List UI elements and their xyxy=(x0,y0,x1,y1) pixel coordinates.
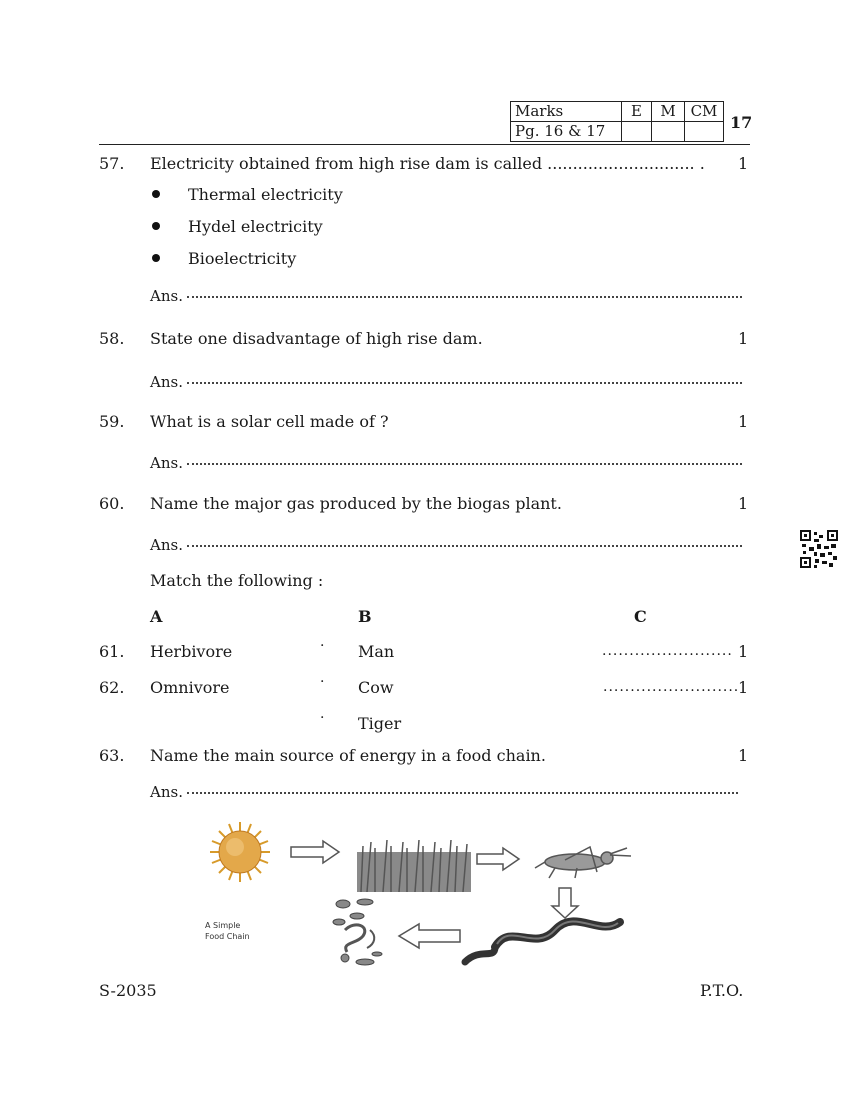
q61-col-a: Herbivore xyxy=(150,642,233,661)
pto-label: P.T.O. xyxy=(700,981,744,1000)
q61-col-b: Man xyxy=(358,642,395,661)
cell-cm xyxy=(685,122,724,142)
q62-marks: 1 xyxy=(738,678,749,697)
arrow-down-icon xyxy=(552,888,578,918)
q61-marks: 1 xyxy=(738,642,749,661)
ans-label: Ans. xyxy=(150,783,183,801)
q60-text: Name the major gas produced by the biogas plant. xyxy=(150,494,562,513)
page-ref: Pg. 16 & 17 xyxy=(511,122,622,142)
q59-text: What is a solar cell made of ? xyxy=(150,412,389,431)
q59-number: 59. xyxy=(99,412,125,431)
q62-number: 62. xyxy=(99,678,125,697)
arrow-right-icon xyxy=(291,841,339,863)
col-m: M xyxy=(652,102,685,122)
qr-code-icon xyxy=(800,530,838,568)
q61-number: 61. xyxy=(99,642,125,661)
page-number: 17 xyxy=(730,113,753,132)
paper-code: S-2035 xyxy=(99,981,157,1000)
marks-table xyxy=(510,101,724,142)
q57-marks: 1 xyxy=(738,154,749,173)
cell-m xyxy=(652,122,685,142)
food-chain-figure xyxy=(205,812,635,972)
match-col-b-extra: Tiger xyxy=(358,714,402,733)
arrow-left-icon xyxy=(399,924,460,948)
cell-e xyxy=(622,122,652,142)
q62-col-b: Cow xyxy=(358,678,394,697)
q58-marks: 1 xyxy=(738,329,749,348)
snake-icon xyxy=(465,921,620,962)
header-rule xyxy=(99,144,750,145)
connector-dot: · xyxy=(320,638,325,654)
q57-option-1: Thermal electricity xyxy=(188,185,343,204)
q63-marks: 1 xyxy=(738,746,749,765)
q63-answer-line[interactable] xyxy=(150,783,738,801)
q57-option-3: Bioelectricity xyxy=(188,249,297,268)
match-col-b: B xyxy=(358,607,372,626)
q60-marks: 1 xyxy=(738,494,749,513)
grass-icon xyxy=(357,840,471,892)
col-e: E xyxy=(622,102,652,122)
figure-caption-2: Food Chain xyxy=(205,932,250,941)
ans-label: Ans. xyxy=(150,536,183,554)
q58-text: State one disadvantage of high rise dam. xyxy=(150,329,483,348)
col-cm: CM xyxy=(685,102,724,122)
q62-col-a: Omnivore xyxy=(150,678,230,697)
q61-col-c[interactable]: ........................ xyxy=(602,643,733,659)
q63-number: 63. xyxy=(99,746,125,765)
ans-label: Ans. xyxy=(150,454,183,472)
q60-answer-line[interactable] xyxy=(150,536,742,554)
connector-dot: · xyxy=(320,674,325,690)
figure-caption-1: A Simple xyxy=(205,921,241,930)
q57-number: 57. xyxy=(99,154,125,173)
q57-option-2: Hydel electricity xyxy=(188,217,323,236)
q58-answer-line[interactable] xyxy=(150,373,742,391)
q63-text: Name the main source of energy in a food chain. xyxy=(150,746,546,765)
sun-icon xyxy=(210,822,270,882)
match-col-a: A xyxy=(150,607,163,626)
connector-dot: · xyxy=(320,710,325,726)
grasshopper-icon xyxy=(535,847,631,878)
decomposers-icon xyxy=(333,899,382,965)
bullet-icon xyxy=(152,190,160,198)
bullet-icon xyxy=(152,254,160,262)
bullet-icon xyxy=(152,222,160,230)
marks-label: Marks xyxy=(511,102,622,122)
q62-col-c[interactable]: ......................... xyxy=(603,679,740,695)
q59-marks: 1 xyxy=(738,412,749,431)
q60-number: 60. xyxy=(99,494,125,513)
q57-answer-line[interactable] xyxy=(150,287,742,305)
arrow-right-icon xyxy=(477,848,519,870)
ans-label: Ans. xyxy=(150,287,183,305)
match-col-c: C xyxy=(634,607,647,626)
q58-number: 58. xyxy=(99,329,125,348)
match-title: Match the following : xyxy=(150,571,324,590)
q57-text: Electricity obtained from high rise dam is called ............................. . xyxy=(150,154,705,173)
q59-answer-line[interactable] xyxy=(150,454,742,472)
ans-label: Ans. xyxy=(150,373,183,391)
